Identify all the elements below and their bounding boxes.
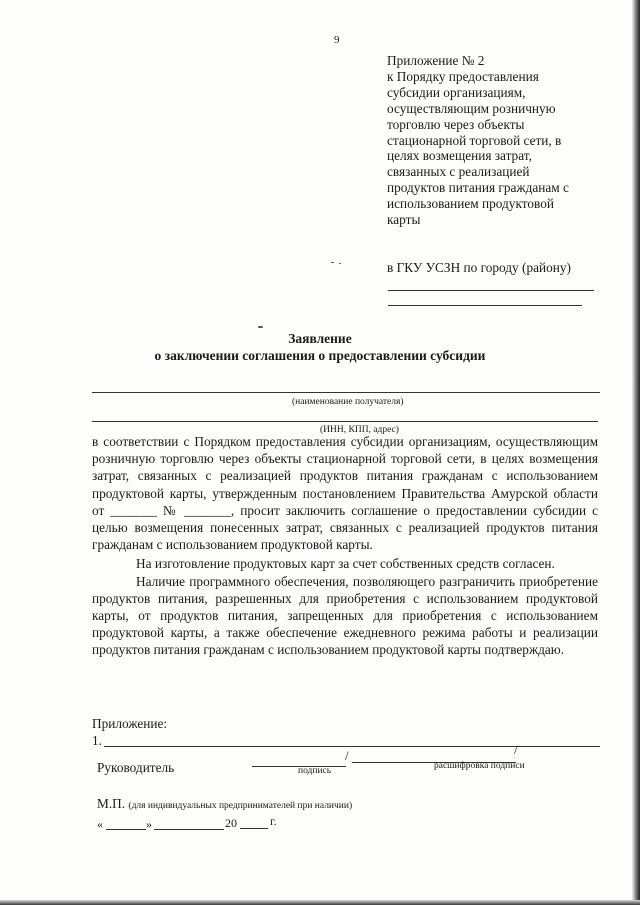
attachments-label: Приложение:: [92, 716, 168, 731]
appendix-line: стационарной торговой сети, в: [387, 132, 562, 148]
date-open-quote: «: [97, 817, 103, 831]
application-body: [92, 433, 598, 659]
signature-slash-1: /: [345, 748, 349, 763]
appendix-line: целях возмещения затрат,: [387, 148, 532, 164]
appendix-line: торговлю через объекты: [387, 116, 525, 132]
recipient-name-blank[interactable]: [92, 392, 600, 393]
scan-speck: [258, 326, 263, 328]
stamp-note: (для индивидуальных предпринимателей при наличии): [128, 801, 353, 811]
stamp-label: [97, 796, 352, 812]
document-title: Заявление: [288, 331, 352, 346]
scan-edge-right: [632, 0, 640, 905]
appendix-line: использованием продуктовой: [387, 196, 554, 212]
scan-speck: [331, 262, 334, 263]
appendix-line: осуществляющим розничную: [387, 100, 556, 116]
appendix-line: Приложение № 2: [387, 53, 485, 68]
appendix-block: [387, 53, 569, 228]
document-subtitle: о заключении соглашения о предоставлении субсидии: [154, 348, 486, 363]
stamp-label-text: М.П.: [97, 796, 126, 811]
appendix-line: к Порядку предоставления: [387, 68, 539, 84]
recipient-name-caption: (наименование получателя): [292, 397, 404, 407]
page-number: 9: [334, 34, 340, 46]
appendix-line: карты: [387, 212, 421, 228]
date-year-prefix: 20: [225, 816, 237, 830]
attachment-item-number: 1.: [92, 733, 102, 748]
date-month-blank[interactable]: [154, 829, 224, 830]
appendix-line: продуктов питания гражданам с: [387, 180, 569, 196]
recipient-blank-2[interactable]: [388, 305, 582, 306]
scan-edge-bottom: [0, 900, 640, 905]
software-paragraph: Наличие программного обеспечения, позволяющего разграничить приобретение продуктов питания, разрешенных для приобретения с использованием продуктовой карты, от продуктов питания, запрещенных для приобретения с использованием продуктовой карты, а также обеспечение ежедневного режима работы и реализации продуктов питания гражданам с использованием продуктовой карты подтверждаю.: [92, 573, 598, 658]
scan-speck: [339, 263, 341, 264]
signature-slash-2: /: [514, 742, 518, 757]
recipient-blank-1[interactable]: [388, 290, 594, 291]
main-paragraph: в соответствии с Порядком предоставления субсидии организациям, осуществляющим розничную торговлю через объекты стационарной торговой сети, в целях возмещения затрат, связанных с реализацией продуктов питания гражданам с использованием продуктовой карты, утвержденным постановлением Правительства Амурской области от _______ № _______, просит заключить соглашение о предоставлении субсидии с целью возмещения понесенных затрат, связанных с реализацией продуктов питания гражданам с использованием продуктовой карты.: [92, 434, 598, 553]
consent-paragraph: На изготовление продуктовых карт за счет собственных средств согласен.: [136, 556, 555, 572]
head-label: Руководитель: [97, 760, 175, 775]
attachment-blank[interactable]: [104, 746, 600, 747]
signature-decode-caption: расшифровка подписи: [434, 761, 525, 771]
requisites-blank[interactable]: [92, 421, 598, 422]
date-year-suffix: г.: [270, 814, 277, 828]
appendix-line: связанных с реализацией: [387, 164, 530, 180]
date-year-blank[interactable]: [240, 828, 268, 829]
signature-caption: подпись: [298, 766, 332, 776]
date-close-quote: »: [146, 817, 152, 831]
requisites-caption: (ИНН, КПП, адрес): [320, 425, 399, 435]
date-day-blank[interactable]: [106, 829, 146, 830]
appendix-line: субсидии организациям,: [387, 84, 526, 100]
recipient-line: в ГКУ УСЗН по городу (району): [387, 260, 571, 275]
